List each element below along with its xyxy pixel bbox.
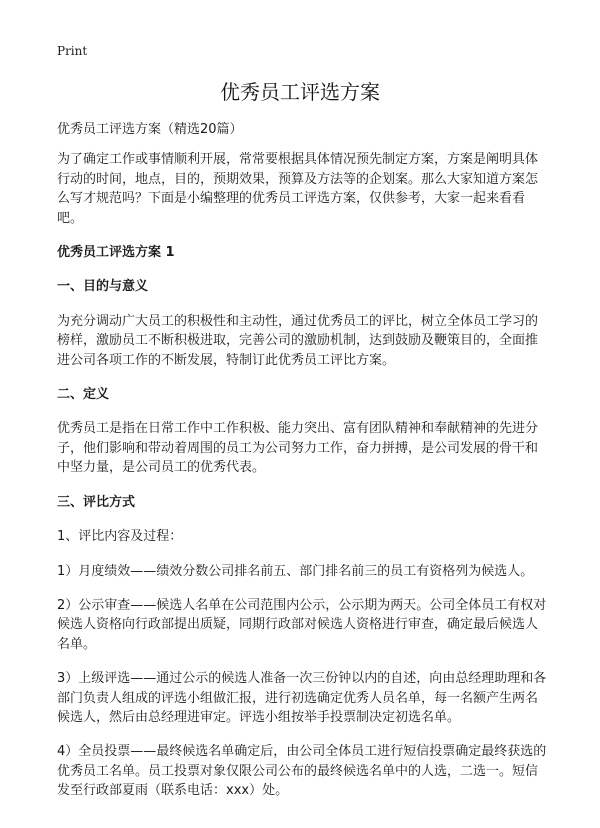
document-body — [57, 120, 547, 816]
method-item: 4）全员投票——最终候选名单确定后，由公司全体员工进行短信投票确定最终获选的优秀员工名单。员工投票对象仅限公司公布的最终候选名单中的人选，二选一。短信发至行政部夏雨（联系电话：xxx）处。 — [57, 744, 547, 799]
method-item: 1、评比内容及过程： — [57, 529, 183, 545]
method-heading: 三、评比方式 — [57, 494, 136, 510]
document-title: 优秀员工评选方案 — [220, 80, 380, 104]
document-subtitle: 优秀员工评选方案（精选20篇） — [57, 122, 243, 137]
definition-paragraph: 优秀员工是指在日常工作中工作积极、能力突出、富有团队精神和奉献精神的先进分子，他们影响和带动着周围的员工为公司努力工作，奋力拼搏，是公司发展的骨干和中坚力量，是公司员工的优秀代表。 — [57, 421, 539, 476]
method-item: 2）公示审查——候选人名单在公司范围内公示，公示期为两天。公司全体员工有权对候选人资格向行政部提出质疑，同期行政部对候选人资格进行审查，确定最后候选人名单。 — [57, 597, 547, 652]
print-link[interactable]: Print — [57, 44, 88, 58]
method-item: 3）上级评选——通过公示的候选人准备一次三份钟以内的自述，向由总经理助理和各部门负责人组成的评选小组做汇报，进行初选确定优秀人员名单，每一名额产生两名候选人，然后由总经理进审定。评选小组按举手投票制决定初选名单。 — [57, 671, 547, 725]
purpose-heading: 一、目的与意义 — [57, 279, 149, 295]
method-item: 1）月度绩效——绩效分数公司排名前五、部门排名前三的员工有资格列为候选人。 — [57, 563, 534, 579]
intro-paragraph: 为了确定工作或事情顺利开展，常常要根据具体情况预先制定方案，方案是阐明具体行动的时间，地点，目的，预期效果，预算及方法等的企划案。那么大家知道方案怎么写才规范吗？下面是小编整理的优秀员工评选方案，仅供参考，大家一起来看看吧。 — [57, 152, 539, 226]
section-heading-1: 优秀员工评选方案 1 — [57, 245, 175, 261]
purpose-paragraph: 为充分调动广大员工的积极性和主动性，通过优秀员工的评比，树立全体员工学习的榜样，激励员工不断积极进取，完善公司的激励机制，达到鼓励及鞭策目的，全面推进公司各项工作的不断发展，特制订此优秀员工评比方案。 — [57, 313, 539, 368]
definition-heading: 二、定义 — [57, 387, 110, 403]
